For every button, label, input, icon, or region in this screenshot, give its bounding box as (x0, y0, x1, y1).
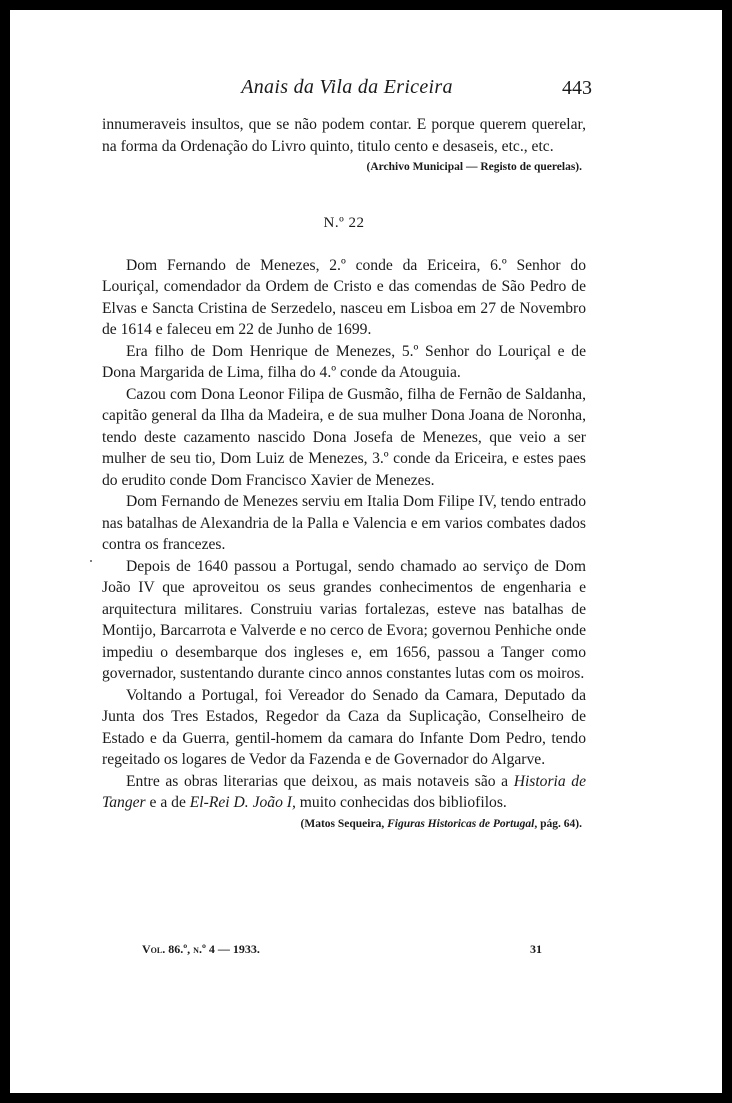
work-title-el-rei-d-joao: El-Rei D. João I, (189, 794, 296, 811)
paragraph-7-text-c: muito conhecidas dos bibliofilos. (295, 794, 507, 811)
page-number: 443 (562, 77, 592, 99)
source-citation (102, 816, 582, 832)
running-title: Anais da Vila da Ericeira (241, 76, 453, 98)
source-citation-page: , pág. 64). (534, 817, 582, 830)
scanned-page (10, 10, 722, 1093)
document-number: N.º 22 (323, 215, 365, 231)
paragraph-6: Voltando a Portugal, foi Vereador do Senado da Camara, Deputado da Junta dos Tres Estados, Regedor da Caza da Suplicação, Conselheiro de Estado e da Guerra, gentil-homem da camara do Infante Dom Pedro, tendo regeitado os logares de Vedor da Fazenda e de Governador do Algarve. (102, 686, 586, 768)
source-citation-title: Figuras Historicas de Portugal (387, 817, 535, 830)
intro-paragraph: innumeraveis insultos, que se não podem contar. E porque querem querelar, na forma da Ordenação do Livro quinto, titulo cento e desaseis, etc., etc. (102, 116, 586, 155)
volume-info: Vol. 86.º, n.º 4 — 1933. (142, 942, 260, 956)
work-title-historia-de-tanger: Historia de Tanger (102, 772, 586, 811)
scan-speck (90, 560, 92, 562)
source-citation-author: (Matos Sequeira, (300, 817, 388, 830)
running-head (102, 76, 592, 106)
body-text (102, 114, 586, 832)
paragraph-7 (102, 771, 586, 814)
paragraph-4: Dom Fernando de Menezes serviu em Italia Dom Filipe IV, tendo entrado nas batalhas de Alexandria de la Palla e Valencia e em varios combates dados contra os francezes. (102, 493, 586, 553)
intro-citation: (Archivo Municipal — Registo de querelas). (366, 161, 582, 173)
paragraph-1: Dom Fernando de Menezes, 2.º conde da Ericeira, 6.º Senhor do Louriçal, comendador da Ordem de Cristo e das comendas de São Pedro de Elvas e Sancta Cristina de Serzedelo, nasceu em Lisboa em 27 de Novembro de 1614 e faleceu em 22 de Junho de 1699. (102, 256, 586, 338)
paragraph-7-text-a: Entre as obras literarias que deixou, as mais notaveis são a (126, 772, 514, 790)
paragraph-3: Cazou com Dona Leonor Filipa de Gusmão, filha de Fernão de Saldanha, capitão general da Ilha da Madeira, e de sua mulher Dona Joana de Noronha, tendo deste cazamento nascido Dona Josefa de Menezes, que veio a ser mulher de seu tio, Dom Luiz de Menezes, 3.º conde da Ericeira, e estes paes do erudito conde Dom Francisco Xavier de Menezes. (102, 385, 586, 489)
paragraph-7-text-b: e a de (145, 794, 190, 811)
signature-mark: 31 (530, 942, 542, 956)
paragraph-5: Depois de 1640 passou a Portugal, sendo chamado ao serviço de Dom João IV que aproveitou os seus grandes conhecimentos de engenharia e arquitectura militares. Construiu varias fortalezas, esteve nas batalhas de Montijo, Barcarrota e Valverde e no cerco de Evora; governou Penhiche onde impediu o desembarque dos ingleses e, em 1656, passou a Tanger como governador, sustentando durante cinco annos constantes lutas com os moiros. (102, 557, 586, 682)
paragraph-2: Era filho de Dom Henrique de Menezes, 5.º Senhor do Louriçal e de Dona Margarida de Lima, filha do 4.º conde da Atouguia. (102, 342, 586, 381)
